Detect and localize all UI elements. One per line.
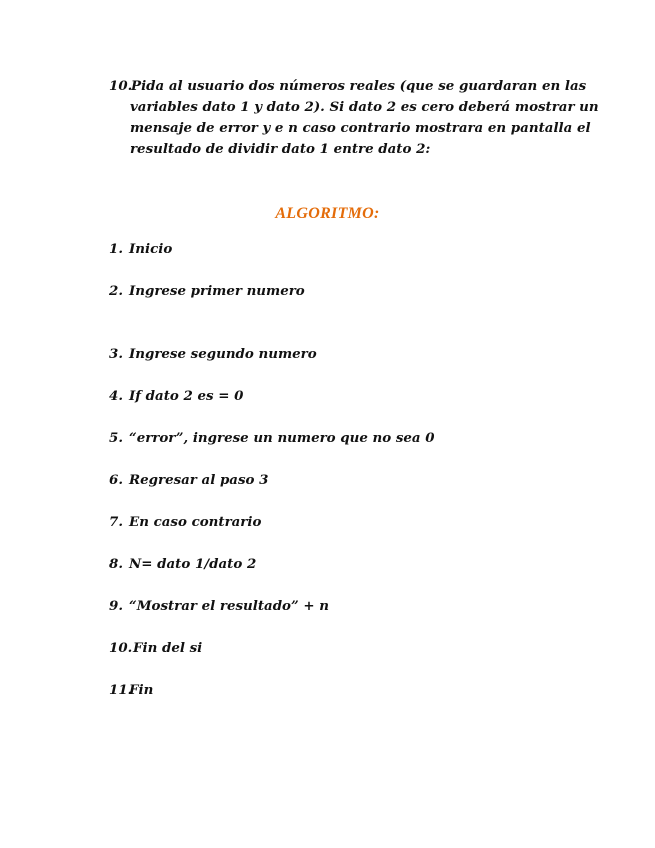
problem-statement [109,76,599,160]
step-item [109,471,268,489]
step-number: 5. [109,430,123,446]
step-item [109,555,256,573]
step-text: Regresar al paso 3 [129,472,269,488]
problem-text: variables dato 1 y dato 2). Si dato 2 es cero deberá mostrar un [130,99,599,115]
step-item [109,513,261,531]
step-text: N= dato 1/dato 2 [129,556,257,572]
algorithm-heading: ALGORITMO: [275,205,380,222]
step-item [109,681,153,699]
problem-text: resultado de dividir dato 1 entre dato 2: [130,141,431,157]
step-item [109,345,317,363]
problem-text: mensaje de error y e n caso contrario mostrara en pantalla el [130,120,591,136]
step-item [109,639,202,657]
step-number: 8. [109,556,123,572]
step-text: Inicio [129,241,173,257]
step-item [109,597,329,615]
step-number: 10. [109,640,133,656]
problem-line-1 [109,76,587,97]
step-number: 9. [109,598,123,614]
problem-number: 10. [109,78,133,94]
step-text: “error”, ingrese un numero que no sea 0 [129,430,435,446]
step-number: 11. [109,682,133,698]
step-number: 6. [109,472,123,488]
step-number: 3. [109,346,123,362]
step-number: 1. [109,241,123,257]
step-text: If dato 2 es = 0 [129,388,244,404]
step-item [109,282,305,300]
step-item [109,387,243,405]
step-number: 2. [109,283,123,299]
step-number: 4. [109,388,123,404]
step-text: Fin del si [133,640,203,656]
step-item [109,429,435,447]
step-text: “Mostrar el resultado” + n [129,598,329,614]
step-number: 7. [109,514,123,530]
problem-text: Pida al usuario dos números reales (que se guardaran en las [131,78,587,94]
step-text: Fin [129,682,154,698]
step-text: Ingrese primer numero [129,283,305,299]
step-item [109,240,172,258]
step-text: En caso contrario [129,514,262,530]
step-text: Ingrese segundo numero [129,346,317,362]
